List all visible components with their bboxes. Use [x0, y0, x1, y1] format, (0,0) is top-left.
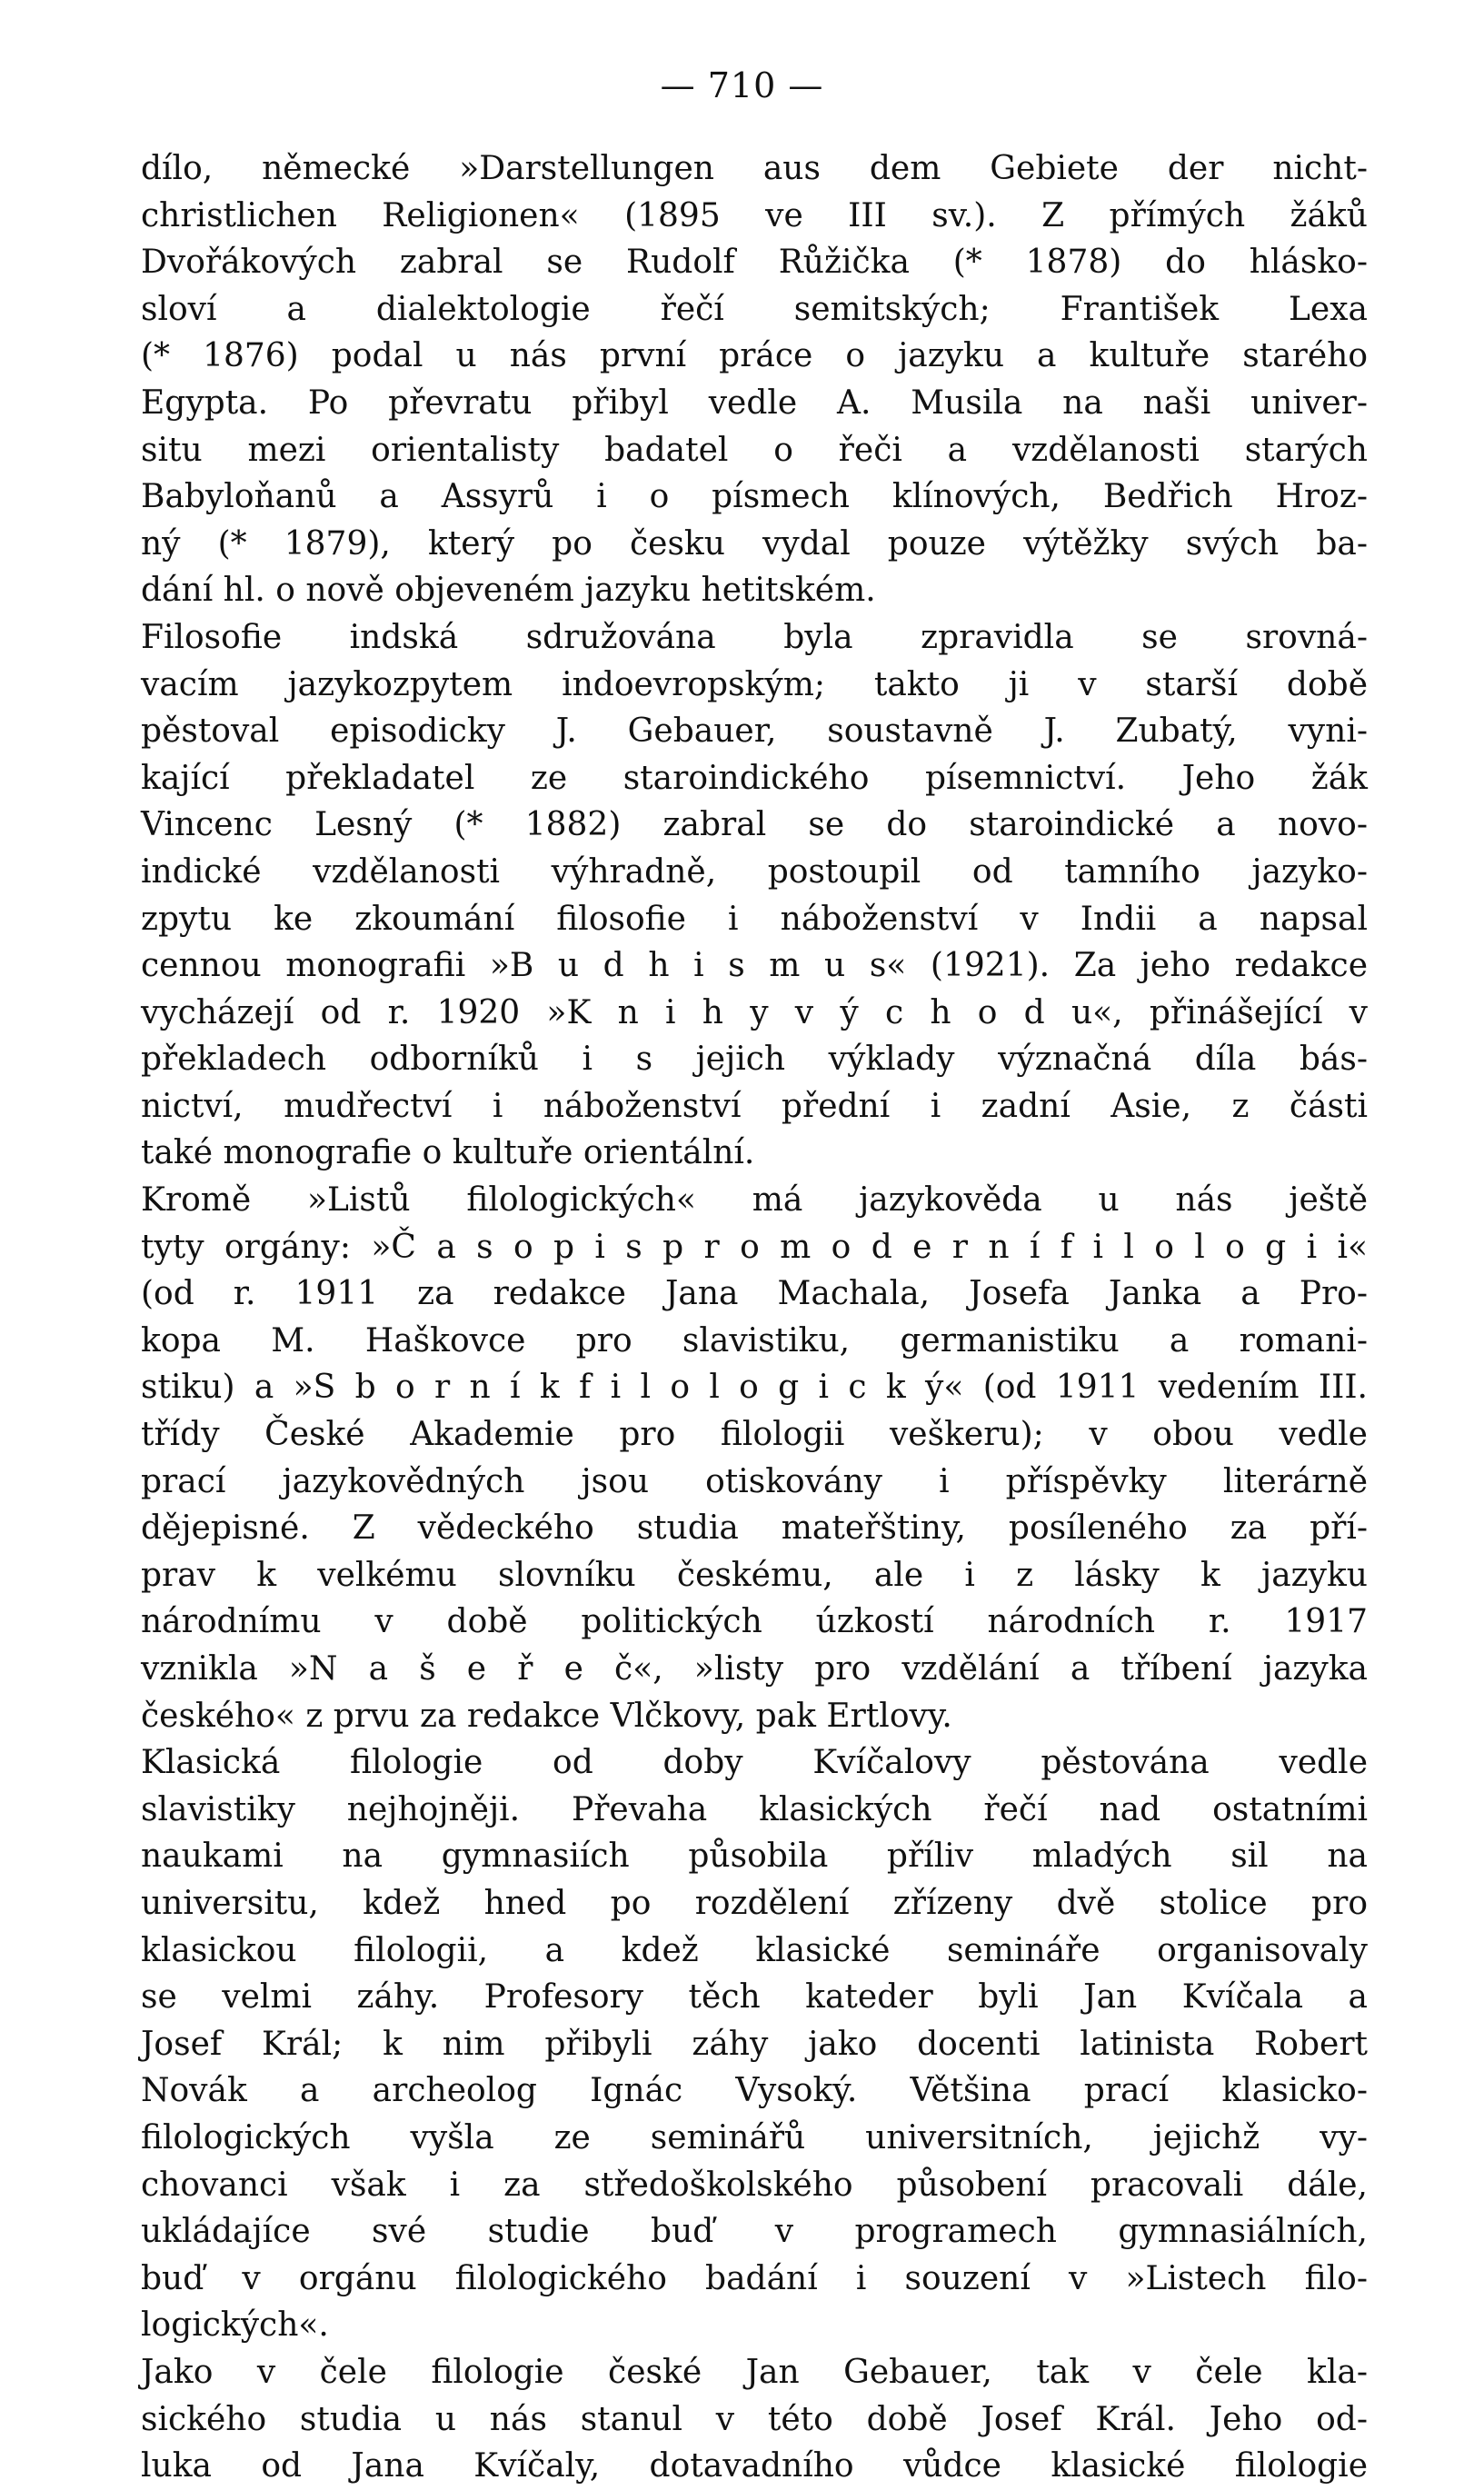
text-line: (* 1876) podal u nás první práce o jazyku a kultuře starého	[141, 337, 1368, 375]
text-line: třídy České Akademie pro filologii veškeru); v obou vedle	[141, 1416, 1368, 1454]
text-line: logických«.	[141, 2306, 329, 2345]
text-line: kopa M. Haškovce pro slavistiku, germanistiku a romani-	[141, 1321, 1368, 1360]
text-line: prav k velkému slovníku českému, ale i z lásky k jazyku	[141, 1556, 1368, 1594]
text-line: českého« z prvu za redakce Vlčkovy, pak Ertlovy.	[141, 1697, 952, 1735]
text-line: Novák a archeolog Ignác Vysoký. Většina prací klasicko-	[141, 2072, 1368, 2110]
text-line: Kromě »Listů filologických« má jazykověda u nás ještě	[141, 1181, 1368, 1220]
text-line: překladech odborníků i s jejich výklady význačná díla bás-	[141, 1041, 1368, 1079]
text-line: klasickou filologii, a kdež klasické semináře organisovaly	[141, 1931, 1368, 1969]
text-line: christlichen Religionen« (1895 ve III sv.). Z přímých žáků	[141, 196, 1368, 234]
text-line: Vincenc Lesný (* 1882) zabral se do staroindické a novo-	[141, 806, 1368, 844]
text-line: universitu, kdež hned po rozdělení zřízeny dvě stolice pro	[141, 1884, 1368, 1922]
text-line: buď v orgánu filologického badání i souzení v »Listech filo-	[141, 2259, 1368, 2297]
text-line: indické vzdělanosti výhradně, postoupil od tamního jazyko-	[141, 852, 1368, 891]
text-line: se velmi záhy. Profesory těch kateder byli Jan Kvíčala a	[141, 1978, 1368, 2017]
body-text	[141, 145, 1368, 2490]
text-line: dání hl. o nově objeveném jazyku hetitském.	[141, 572, 876, 610]
text-line: dílo, německé »Darstellungen aus dem Gebiete der nicht-	[141, 150, 1368, 187]
text-line: nictví, mudřectví i náboženství přední i zadní Asie, z části	[141, 1087, 1368, 1125]
text-line: Jako v čele filologie české Jan Gebauer, tak v čele kla-	[141, 2353, 1368, 2391]
text-line: vacím jazykozpytem indoevropským; takto ji v starší době	[141, 665, 1368, 703]
text-line: Josef Král; k nim přibyli záhy jako docenti latinista Robert	[141, 2025, 1368, 2063]
text-line: Filosofie indská sdružována byla zpravidla se srovná-	[141, 618, 1368, 656]
text-line: ukládajíce své studie buď v programech gymnasiálních,	[141, 2213, 1368, 2251]
text-line: Dvořákových zabral se Rudolf Růžička (* 1878) do hlásko-	[141, 244, 1368, 282]
text-line: ný (* 1879), který po česku vydal pouze výtěžky svých ba-	[141, 524, 1368, 563]
text-line: sloví a dialektologie řečí semitských; František Lexa	[141, 290, 1368, 328]
text-line: chovanci však i za středoškolského působení pracovali dále,	[141, 2166, 1368, 2204]
text-line: prací jazykovědných jsou otiskovány i příspěvky literárně	[141, 1462, 1368, 1500]
text-line: pěstoval episodicky J. Gebauer, soustavně J. Zubatý, vyni-	[141, 712, 1368, 751]
text-line: slavistiky nejhojněji. Převaha klasických řečí nad ostatními	[141, 1790, 1368, 1828]
text-line: Klasická filologie od doby Kvíčalovy pěstována vedle	[141, 1744, 1368, 1782]
text-line: filologických vyšla ze seminářů universitních, jejichž vy-	[141, 2118, 1368, 2156]
text-line: Babyloňanů a Assyrů i o písmech klínových, Bedřich Hroz-	[141, 478, 1368, 516]
text-line: cennou monografii »B u d h i s m u s« (1921). Za jeho redakce	[141, 947, 1368, 985]
text-line: dějepisné. Z vědeckého studia mateřštiny, posíleného za pří-	[141, 1509, 1368, 1548]
text-line: kající překladatel ze staroindického písemnictví. Jeho žák	[141, 759, 1368, 797]
text-line: (od r. 1911 za redakce Jana Machala, Josefa Janka a Pro-	[141, 1275, 1368, 1313]
text-line: Egypta. Po převratu přibyl vedle A. Musila na naši univer-	[141, 383, 1368, 422]
page-number: — 710 —	[660, 65, 824, 105]
text-line: luka od Jana Kvíčaly, dotavadního vůdce klasické filologie	[141, 2447, 1368, 2485]
text-line: národnímu v době politických úzkostí národních r. 1917	[141, 1603, 1368, 1641]
text-line: tyty orgány: »Č a s o p i s p r o m o d e r n í f i l o l o g i i«	[141, 1228, 1368, 1266]
text-line: vznikla »N a š e ř e č«, »listy pro vzdělání a tříbení jazyka	[141, 1650, 1368, 1688]
text-line: situ mezi orientalisty badatel o řeči a vzdělanosti starých	[141, 431, 1368, 469]
text-line: také monografie o kultuře orientální.	[141, 1134, 755, 1172]
text-line: sického studia u nás stanul v této době Josef Král. Jeho od-	[141, 2400, 1368, 2438]
text-line: vycházejí od r. 1920 »K n i h y v ý c h o d u«, přinášející v	[141, 993, 1368, 1031]
text-line: stiku) a »S b o r n í k f i l o l o g i c k ý« (od 1911 vedením III.	[141, 1369, 1368, 1407]
text-line: zpytu ke zkoumání filosofie i náboženství v Indii a napsal	[141, 900, 1368, 938]
text-line: naukami na gymnasiích působila příliv mladých sil na	[141, 1838, 1368, 1876]
